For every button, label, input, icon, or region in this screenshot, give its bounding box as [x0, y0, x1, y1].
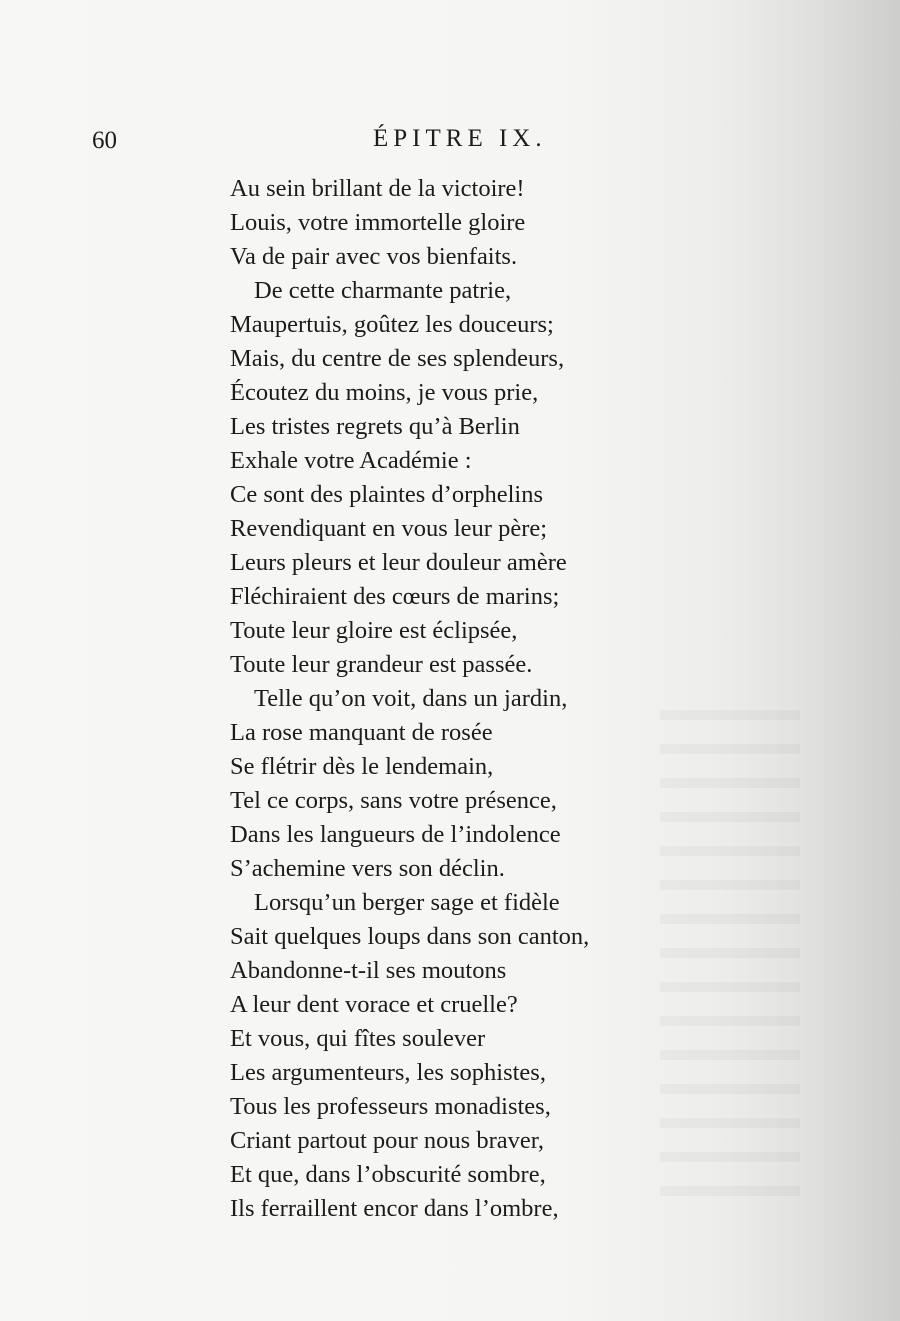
poem-line: Louis, votre immortelle gloire	[230, 209, 526, 236]
poem-line: Toute leur gloire est éclipsée,	[230, 617, 518, 644]
poem-line: A leur dent vorace et cruelle?	[230, 991, 518, 1018]
poem-line: Exhale votre Académie :	[230, 447, 472, 474]
poem-line: Sait quelques loups dans son canton,	[230, 923, 590, 950]
poem-line: Tel ce corps, sans votre présence,	[230, 787, 557, 814]
show-through-shadow	[660, 690, 800, 1210]
poem-line: Lorsqu’un berger sage et fidèle	[254, 889, 560, 916]
running-title: ÉPITRE IX.	[373, 125, 547, 152]
poem-line: Et que, dans l’obscurité sombre,	[230, 1161, 546, 1188]
poem-text	[230, 172, 650, 1226]
poem-line: Au sein brillant de la victoire!	[230, 175, 525, 202]
poem-line: S’achemine vers son déclin.	[230, 855, 505, 882]
poem-line: Dans les langueurs de l’indolence	[230, 821, 561, 848]
poem-line: Toute leur grandeur est passée.	[230, 651, 533, 678]
poem-line: Ce sont des plaintes d’orphelins	[230, 481, 544, 508]
poem-line: Ils ferraillent encor dans l’ombre,	[230, 1195, 559, 1222]
poem-line: Telle qu’on voit, dans un jardin,	[254, 685, 568, 712]
poem-line: Revendiquant en vous leur père;	[230, 515, 548, 542]
poem-line: Les tristes regrets qu’à Berlin	[230, 413, 520, 440]
poem-line: Maupertuis, goûtez les douceurs;	[230, 311, 554, 338]
poem-line: Criant partout pour nous braver,	[230, 1127, 545, 1154]
poem-line: Fléchiraient des cœurs de marins;	[230, 583, 560, 610]
poem-line: Va de pair avec vos bienfaits.	[230, 243, 518, 270]
page-number: 60	[92, 127, 117, 154]
poem-line: Écoutez du moins, je vous prie,	[230, 379, 539, 406]
poem-line: Se flétrir dès le lendemain,	[230, 753, 494, 780]
poem-line: Abandonne-t-il ses moutons	[230, 957, 507, 984]
poem-line: Les argumenteurs, les sophistes,	[230, 1059, 546, 1086]
poem-line: De cette charmante patrie,	[254, 277, 512, 304]
poem-line: Leurs pleurs et leur douleur amère	[230, 549, 567, 576]
poem-line: Et vous, qui fîtes soulever	[230, 1025, 486, 1052]
poem-line: Mais, du centre de ses splendeurs,	[230, 345, 565, 372]
poem-line: Tous les professeurs monadistes,	[230, 1093, 551, 1120]
poem-line: La rose manquant de rosée	[230, 719, 493, 746]
